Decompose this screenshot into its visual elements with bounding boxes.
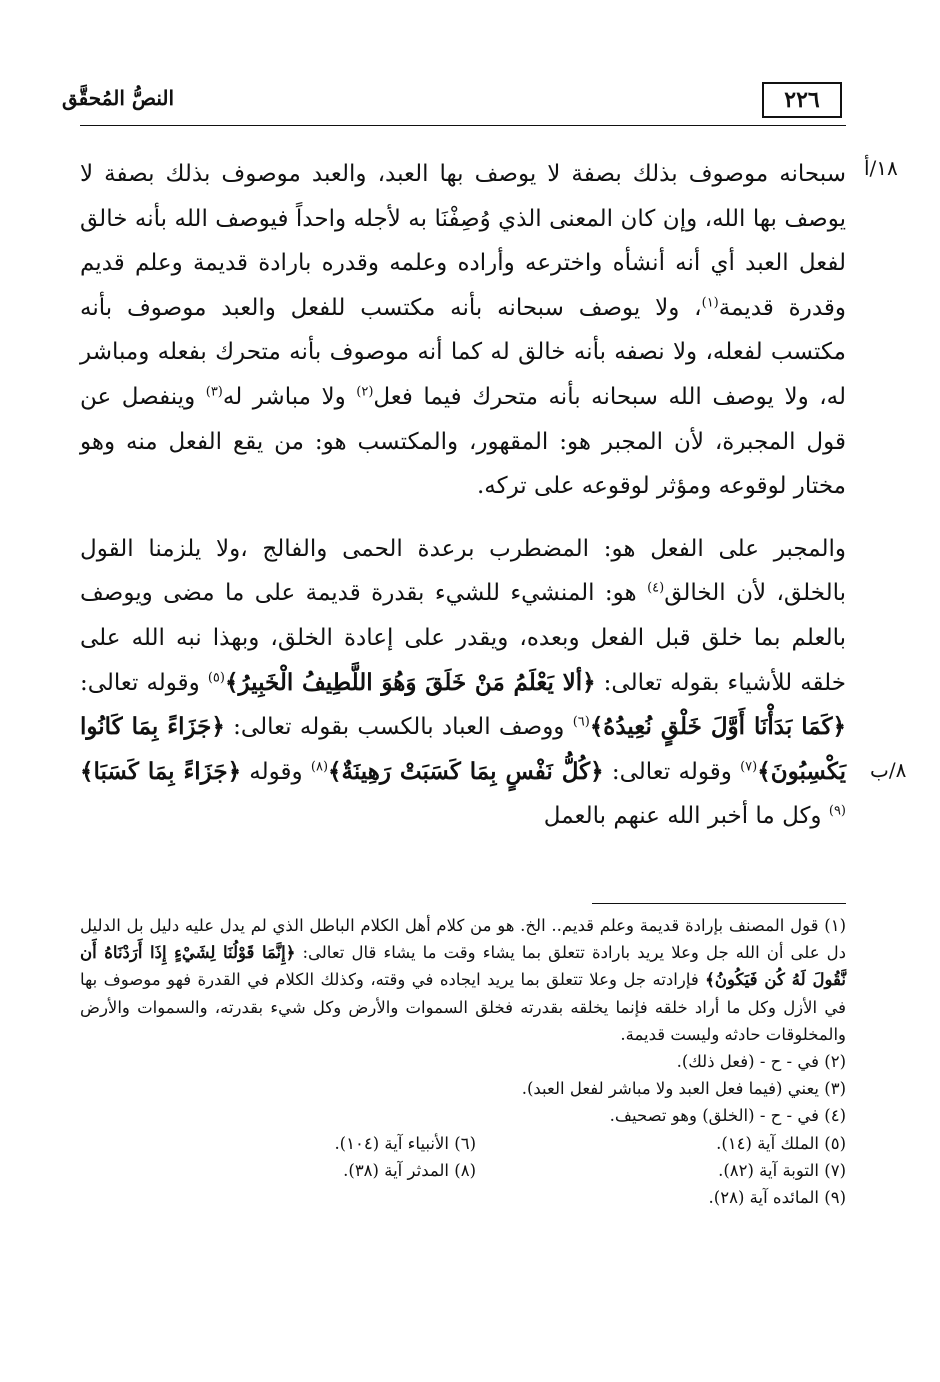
- text-run: ووصف العباد بالكسب بقوله تعالى:: [224, 714, 573, 741]
- footnote-9: (٩) المائده آية (٢٨).: [708, 1188, 846, 1208]
- text-run: وقوله: [241, 758, 311, 785]
- footnote-ref-9: (٩): [828, 803, 846, 819]
- footnote-2: (٢) في - ح - (فعل ذلك).: [676, 1052, 846, 1072]
- footnotes: [80, 912, 846, 1211]
- footnote-8: (٨) المدثر آية (٣٨).: [343, 1160, 476, 1180]
- footnote-5: (٥) الملك آية (١٤).: [716, 1133, 846, 1153]
- footnote-rule: [592, 903, 846, 904]
- footnote-ref-3: (٣): [205, 384, 223, 400]
- quran-verse: ﴿ألا يَعْلَمُ مَنْ خَلَقَ وَهُوَ اللَّطِيفُ الْخَبِيرُ﴾: [224, 668, 596, 696]
- paragraph-2: [80, 527, 846, 839]
- text-run: ، ولا يوصف سبحانه بأنه مكتسب للفعل والعبد موصوف بأنه مكتسب لفعله، ولا نصفه بأنه خالق له كما أنه موصوف بأنه متحرك بفعله ومباشر له، ولا يوصف الله سبحانه بأنه متحرك فيما فعل: [80, 294, 846, 410]
- footnote-text: (١) قول المصنف بإرادة قديمة وعلم قديم.. الخ. هو من كلام أهل الكلام الباطل الذي لم يدل عليه دليل بل الدليل دل على أن الله جل وعلا يريد بارادة تتعلق بما يشاء وقت ما يشاء قال تعالى:: [80, 916, 846, 963]
- footnote-ref-2: (٢): [356, 384, 374, 400]
- footnote-row: [80, 1130, 846, 1157]
- text-run: ولا مباشر له: [222, 383, 357, 410]
- footnote-ref-5: (٥): [207, 669, 225, 685]
- text-run: وكل ما أخبر الله عنهم بالعمل: [543, 803, 829, 830]
- quran-verse: ﴿جَزَاءً بِمَا كَسَبَا﴾: [80, 757, 242, 785]
- header-rule: [80, 125, 846, 126]
- footnote-ref-4: (٤): [647, 580, 665, 596]
- footnote-4: (٤) في - ح - (الخلق) وهو تصحيف.: [609, 1106, 846, 1126]
- running-title: النصُّ المُحقَّق: [62, 86, 175, 110]
- footnote-3: (٣) يعني (فيما فعل العبد ولا مباشر لفعل العبد).: [521, 1079, 846, 1099]
- text-run: وقوله تعالى:: [80, 669, 208, 696]
- text-run: سبحانه موصوف بذلك بصفة لا يوصف بها العبد، والعبد موصوف بذلك بصفة لا يوصف بها الله، وإن كان المعنى الذي وُصِفْنَا به لأجله واحداً فيوصف الله بأنه خالق لفعل العبد أي أنه أنشأه واخترعه وأراده وعلمه وقدره بارادة قديمة وعلم قديم وقدرة قديمة: [80, 161, 846, 321]
- quran-verse: ﴿جَزَاءً بِمَا كَانُوا يَكْسِبُونَ﴾: [80, 713, 847, 785]
- quran-verse: ﴿كَمَا بَدَأْنَا أَوَّلَ خَلْقٍ نُعِيدُهُ﴾: [589, 713, 846, 741]
- footnote-text: فإرادته جل وعلا تتعلق بما يريد ايجاده في وقته، وكذلك الكلام في القدرة فهو موصوف بها في الأزل وكل ما أراد خلقه فإنما يخلقه بقدرته فخلق السموات والأرض وكل شيء بقدرته، والسموات والأرض والمخلوقات حادثه وليست قديمة.: [80, 970, 846, 1044]
- quran-verse: ﴿إِنَّمَا قَوْلُنَا لِشَيْءٍ إِذَا أَرَدْنَاهُ أَن نَّقُولَ لَهُ كُن فَيَكُونُ﴾: [80, 943, 846, 990]
- footnote-7: (٧) التوبة آية (٨٢).: [718, 1160, 846, 1180]
- text-run: وقوله تعالى:: [603, 758, 741, 785]
- folio-note-mid: ٨/ب: [870, 758, 907, 782]
- folio-note-top: ١٨/أ: [864, 156, 898, 180]
- footnote-1: [80, 912, 846, 1048]
- text-run: والمجبر على الفعل هو: المضطرب برعدة الحمى والفالج ،ولا يلزمنا القول بالخلق، لأن الخالق: [80, 535, 846, 607]
- quran-verse: ﴿كُلُّ نَفْسٍ بِمَا كَسَبَتْ رَهِينَةٌ﴾: [328, 757, 604, 785]
- text-run: هو: المنشيء للشيء بقدرة قديمة على ما مضى ويوصف بالعلم بما خلق قبل الفعل وبعده، ويقدر على إعادة الخلق، وبهذا نبه الله على خلقه للأشياء بقوله تعالى:: [80, 580, 847, 696]
- footnote-6: (٦) الأنبياء آية (١٠٤).: [334, 1133, 476, 1153]
- text-run: وينفصل عن قول المجبرة، لأن المجبر هو: المقهور، والمكتسب هو: من يقع الفعل منه وهو مختار لوقوعه ومؤثر لوقوعه على تركه.: [80, 383, 846, 500]
- footnote-ref-7: (٧): [740, 759, 758, 775]
- footnote-ref-1: (١): [701, 295, 719, 311]
- footnote-row: [80, 1157, 846, 1184]
- main-text: [80, 152, 846, 839]
- footnote-ref-8: (٨): [310, 759, 329, 775]
- footnote-ref-6: (٦): [572, 714, 590, 730]
- paragraph-1: [80, 152, 846, 509]
- page-number: ٢٢٦: [762, 82, 842, 118]
